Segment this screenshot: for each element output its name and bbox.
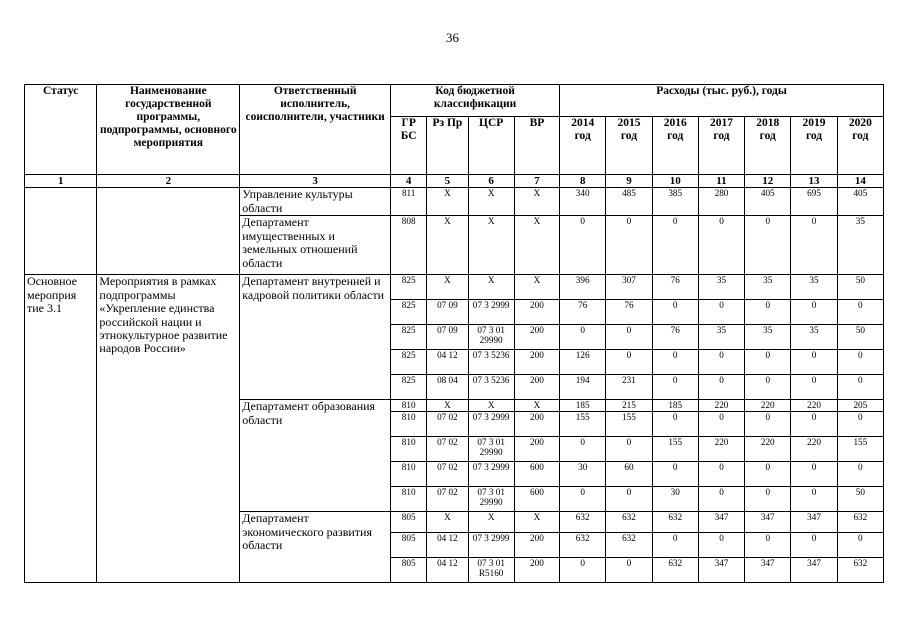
vr-header: ВР <box>514 117 559 175</box>
executor-header: Ответственный исполнитель, соисполнители, участники <box>240 85 391 175</box>
expense-value: 155 <box>652 437 698 462</box>
csr-cell: 07 3 01 29990 <box>468 325 514 350</box>
csr-cell: 07 3 01 29990 <box>468 487 514 512</box>
grbs-cell: 825 <box>391 275 427 300</box>
rzpr-cell: 07 02 <box>427 412 468 437</box>
expense-value: 155 <box>837 437 883 462</box>
rzpr-cell: 04 12 <box>427 533 468 558</box>
vr-cell: 200 <box>514 412 559 437</box>
expense-value: 0 <box>606 350 652 375</box>
column-number: 9 <box>606 175 652 188</box>
expense-value: 0 <box>560 325 606 350</box>
expense-value: 0 <box>745 300 791 325</box>
csr-cell: 07 3 2999 <box>468 462 514 487</box>
csr-cell: 07 3 2999 <box>468 300 514 325</box>
rzpr-cell: 07 02 <box>427 462 468 487</box>
expense-value: 632 <box>560 512 606 533</box>
grbs-cell: 810 <box>391 437 427 462</box>
expense-value: 0 <box>652 533 698 558</box>
column-number: 4 <box>391 175 427 188</box>
status-cell <box>25 188 97 275</box>
rzpr-cell: Х <box>427 512 468 533</box>
vr-cell: 200 <box>514 533 559 558</box>
expense-value: 30 <box>560 462 606 487</box>
expense-value: 280 <box>698 188 744 216</box>
rzpr-cell: Х <box>427 275 468 300</box>
expense-value: 0 <box>652 350 698 375</box>
grbs-cell: 805 <box>391 533 427 558</box>
rzpr-header: Рз Пр <box>427 117 468 175</box>
expense-value: 0 <box>791 533 837 558</box>
rzpr-cell: Х <box>427 188 468 216</box>
column-number: 12 <box>745 175 791 188</box>
expense-value: 215 <box>606 400 652 412</box>
csr-cell: Х <box>468 188 514 216</box>
column-number: 2 <box>97 175 240 188</box>
vr-cell: Х <box>514 275 559 300</box>
column-number: 5 <box>427 175 468 188</box>
vr-cell: 200 <box>514 558 559 583</box>
expense-value: 396 <box>560 275 606 300</box>
expense-value: 695 <box>791 188 837 216</box>
expense-value: 0 <box>837 300 883 325</box>
vr-cell: Х <box>514 188 559 216</box>
column-number: 11 <box>698 175 744 188</box>
column-number: 13 <box>791 175 837 188</box>
table-row <box>25 188 884 216</box>
expense-value: 76 <box>560 300 606 325</box>
expense-value: 0 <box>791 487 837 512</box>
expense-value: 35 <box>791 325 837 350</box>
csr-cell: 07 3 2999 <box>468 412 514 437</box>
expense-value: 76 <box>652 325 698 350</box>
expense-value: 220 <box>698 437 744 462</box>
expense-value: 0 <box>698 300 744 325</box>
expense-value: 76 <box>606 300 652 325</box>
name-header: Наименование государственной программы, подпрограммы, основного мероприятия <box>97 85 240 175</box>
expense-value: 30 <box>652 487 698 512</box>
expense-value: 220 <box>745 400 791 412</box>
grbs-cell: 810 <box>391 400 427 412</box>
expense-value: 50 <box>837 325 883 350</box>
expense-value: 0 <box>745 216 791 275</box>
expense-value: 0 <box>837 412 883 437</box>
expense-value: 0 <box>698 350 744 375</box>
grbs-cell: 808 <box>391 216 427 275</box>
expense-value: 35 <box>698 275 744 300</box>
csr-cell: Х <box>468 275 514 300</box>
executor-cell: Департамент образования области <box>240 400 391 512</box>
grbs-cell: 810 <box>391 487 427 512</box>
column-number: 14 <box>837 175 883 188</box>
executor-cell: Управление культуры области <box>240 188 391 216</box>
expense-value: 0 <box>560 558 606 583</box>
grbs-cell: 810 <box>391 412 427 437</box>
rzpr-cell: 08 04 <box>427 375 468 400</box>
rzpr-cell: 07 02 <box>427 487 468 512</box>
expense-value: 632 <box>606 512 652 533</box>
expense-value: 0 <box>745 462 791 487</box>
vr-cell: 200 <box>514 437 559 462</box>
grbs-cell: 825 <box>391 300 427 325</box>
column-number: 6 <box>468 175 514 188</box>
csr-cell: 07 3 5236 <box>468 375 514 400</box>
budget-code-header: Код бюджетной классификации <box>391 85 560 117</box>
expense-value: 632 <box>652 512 698 533</box>
expense-value: 0 <box>791 412 837 437</box>
expense-value: 0 <box>698 412 744 437</box>
status-header: Статус <box>25 85 97 175</box>
expense-value: 0 <box>698 216 744 275</box>
expense-value: 0 <box>652 216 698 275</box>
expense-value: 0 <box>745 487 791 512</box>
csr-cell: 07 3 01 R5160 <box>468 558 514 583</box>
expense-value: 220 <box>745 437 791 462</box>
expense-value: 50 <box>837 275 883 300</box>
column-number: 7 <box>514 175 559 188</box>
expense-value: 231 <box>606 375 652 400</box>
year-header: 2015 год <box>606 117 652 175</box>
expense-value: 185 <box>652 400 698 412</box>
page-number: 36 <box>446 30 459 45</box>
expense-value: 60 <box>606 462 652 487</box>
expense-value: 340 <box>560 188 606 216</box>
rzpr-cell: 07 09 <box>427 325 468 350</box>
expense-value: 405 <box>837 188 883 216</box>
expense-value: 632 <box>837 558 883 583</box>
program-name-cell: Мероприятия в рамках подпрограммы «Укрепление единства российской нации и этнокультурное развитие народов России» <box>97 275 240 583</box>
expense-value: 0 <box>652 412 698 437</box>
expense-value: 385 <box>652 188 698 216</box>
expense-value: 0 <box>698 487 744 512</box>
expense-value: 205 <box>837 400 883 412</box>
expense-value: 0 <box>606 558 652 583</box>
grbs-cell: 825 <box>391 375 427 400</box>
grbs-cell: 810 <box>391 462 427 487</box>
expense-value: 220 <box>791 437 837 462</box>
rzpr-cell: 07 02 <box>427 437 468 462</box>
expense-value: 0 <box>560 487 606 512</box>
expense-value: 0 <box>606 487 652 512</box>
csr-cell: 07 3 5236 <box>468 350 514 375</box>
column-number: 3 <box>240 175 391 188</box>
expense-value: 194 <box>560 375 606 400</box>
expense-value: 485 <box>606 188 652 216</box>
year-header: 2014 год <box>560 117 606 175</box>
expense-value: 220 <box>791 400 837 412</box>
vr-cell: 200 <box>514 300 559 325</box>
executor-cell: Департамент внутренней и кадровой политики области <box>240 275 391 400</box>
expense-value: 185 <box>560 400 606 412</box>
csr-cell: Х <box>468 400 514 412</box>
expense-value: 347 <box>698 512 744 533</box>
expense-value: 347 <box>745 512 791 533</box>
expense-value: 405 <box>745 188 791 216</box>
executor-cell: Департамент экономического развития области <box>240 512 391 583</box>
expense-value: 0 <box>606 437 652 462</box>
column-number-row <box>25 175 884 188</box>
expense-value: 0 <box>745 375 791 400</box>
expense-value: 347 <box>698 558 744 583</box>
expense-value: 0 <box>698 533 744 558</box>
csr-cell: 07 3 2999 <box>468 533 514 558</box>
expenses-header: Расходы (тыс. руб.), годы <box>560 85 884 117</box>
expense-value: 0 <box>837 375 883 400</box>
grbs-cell: 811 <box>391 188 427 216</box>
expense-value: 35 <box>837 216 883 275</box>
expense-value: 35 <box>791 275 837 300</box>
expense-value: 155 <box>560 412 606 437</box>
csr-header: ЦСР <box>468 117 514 175</box>
vr-cell: Х <box>514 400 559 412</box>
expense-value: 35 <box>745 275 791 300</box>
vr-cell: 600 <box>514 487 559 512</box>
rzpr-cell: Х <box>427 400 468 412</box>
program-name-cell <box>97 188 240 275</box>
expense-value: 0 <box>791 350 837 375</box>
table-row <box>25 275 884 300</box>
column-number: 8 <box>560 175 606 188</box>
rzpr-cell: 04 12 <box>427 350 468 375</box>
expense-value: 126 <box>560 350 606 375</box>
vr-cell: Х <box>514 512 559 533</box>
vr-cell: 200 <box>514 350 559 375</box>
expense-value: 0 <box>698 375 744 400</box>
vr-cell: 200 <box>514 375 559 400</box>
vr-cell: Х <box>514 216 559 275</box>
expense-value: 0 <box>745 412 791 437</box>
expense-value: 50 <box>837 487 883 512</box>
csr-cell: Х <box>468 512 514 533</box>
rzpr-cell: 07 09 <box>427 300 468 325</box>
expense-value: 0 <box>652 375 698 400</box>
year-header: 2019 год <box>791 117 837 175</box>
expense-value: 0 <box>698 462 744 487</box>
expense-value: 632 <box>837 512 883 533</box>
expense-value: 0 <box>791 462 837 487</box>
year-header: 2018 год <box>745 117 791 175</box>
vr-cell: 600 <box>514 462 559 487</box>
expense-value: 0 <box>745 533 791 558</box>
status-cell: Основное мероприя тие 3.1 <box>25 275 97 583</box>
rzpr-cell: Х <box>427 216 468 275</box>
rzpr-cell: 04 12 <box>427 558 468 583</box>
expense-value: 76 <box>652 275 698 300</box>
expense-value: 0 <box>652 300 698 325</box>
csr-cell: 07 3 01 29990 <box>468 437 514 462</box>
expense-value: 347 <box>791 512 837 533</box>
grbs-cell: 825 <box>391 325 427 350</box>
year-header: 2016 год <box>652 117 698 175</box>
expense-value: 0 <box>837 533 883 558</box>
csr-cell: Х <box>468 216 514 275</box>
grbs-cell: 825 <box>391 350 427 375</box>
expense-value: 632 <box>606 533 652 558</box>
grbs-cell: 805 <box>391 512 427 533</box>
expense-value: 35 <box>698 325 744 350</box>
expense-value: 0 <box>606 216 652 275</box>
vr-cell: 200 <box>514 325 559 350</box>
executor-cell: Департамент имущественных и земельных отношений области <box>240 216 391 275</box>
expense-value: 0 <box>745 350 791 375</box>
expense-value: 0 <box>652 462 698 487</box>
expense-value: 35 <box>745 325 791 350</box>
expense-value: 347 <box>791 558 837 583</box>
expense-value: 220 <box>698 400 744 412</box>
expense-value: 632 <box>560 533 606 558</box>
expense-value: 0 <box>560 216 606 275</box>
expense-value: 0 <box>560 437 606 462</box>
expense-value: 0 <box>837 350 883 375</box>
expense-value: 0 <box>837 462 883 487</box>
expense-value: 0 <box>791 216 837 275</box>
expense-value: 155 <box>606 412 652 437</box>
budget-table <box>24 84 884 583</box>
expense-value: 632 <box>652 558 698 583</box>
expense-value: 307 <box>606 275 652 300</box>
column-number: 10 <box>652 175 698 188</box>
expense-value: 347 <box>745 558 791 583</box>
expense-value: 0 <box>791 375 837 400</box>
column-number: 1 <box>25 175 97 188</box>
expense-value: 0 <box>791 300 837 325</box>
grbs-header: ГР БС <box>391 117 427 175</box>
year-header: 2017 год <box>698 117 744 175</box>
year-header: 2020 год <box>837 117 883 175</box>
grbs-cell: 805 <box>391 558 427 583</box>
expense-value: 0 <box>606 325 652 350</box>
